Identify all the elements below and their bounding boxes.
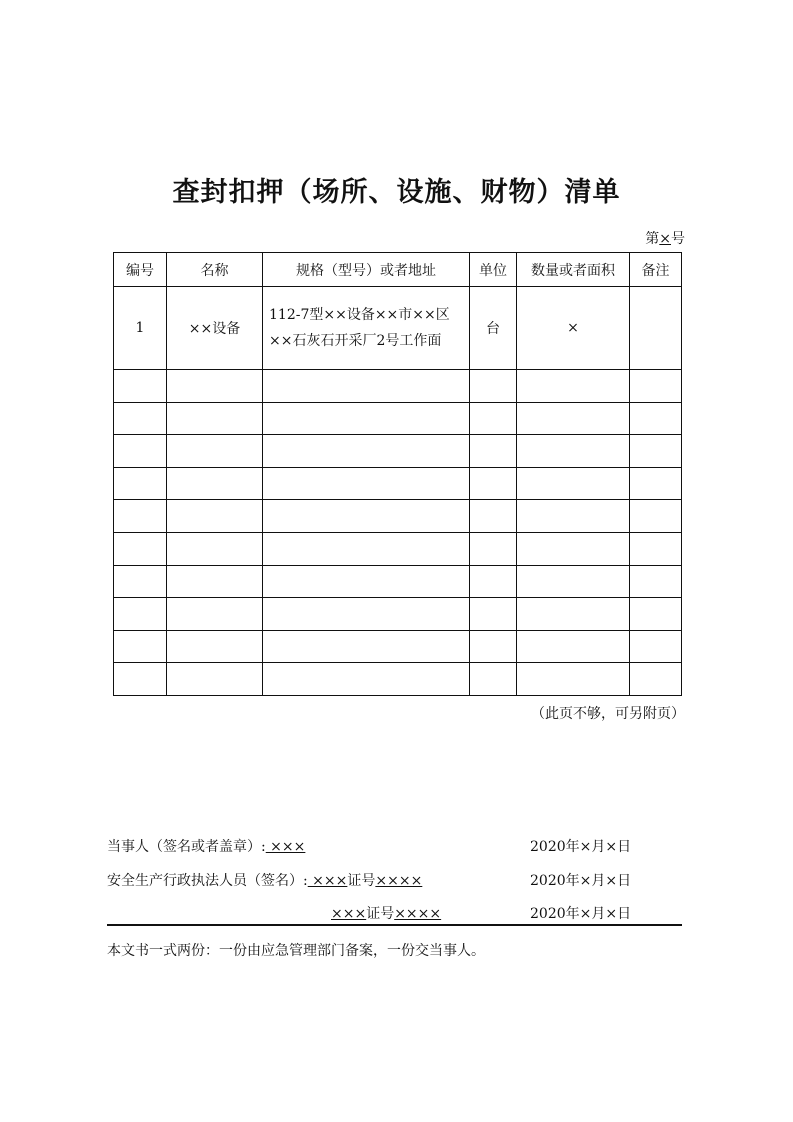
empty-cell [517, 565, 630, 598]
inventory-table [113, 252, 682, 696]
party-signature-line [107, 836, 305, 856]
party-label: 当事人（签名或者盖章）: [107, 839, 266, 855]
empty-cell [517, 500, 630, 533]
empty-cell [470, 565, 517, 598]
empty-cell [470, 500, 517, 533]
empty-cell [630, 500, 682, 533]
empty-cell [470, 532, 517, 565]
cell-no: 1 [114, 287, 167, 370]
officer1-cert-no: ×××× [375, 873, 423, 889]
table-row-empty [114, 663, 682, 696]
header-remark: 备注 [630, 253, 682, 287]
empty-cell [114, 565, 167, 598]
empty-cell [114, 370, 167, 403]
empty-cell [517, 663, 630, 696]
empty-cell [263, 630, 470, 663]
empty-cell [630, 630, 682, 663]
empty-cell [114, 402, 167, 435]
empty-cell [167, 598, 263, 631]
empty-cell [630, 598, 682, 631]
empty-cell [517, 402, 630, 435]
empty-cell [263, 467, 470, 500]
footer-note: 本文书一式两份：一份由应急管理部门备案，一份交当事人。 [107, 943, 485, 959]
empty-cell [470, 467, 517, 500]
empty-cell [517, 467, 630, 500]
empty-cell [263, 532, 470, 565]
empty-cell [114, 435, 167, 468]
party-date: 2020年×月×日 [530, 839, 632, 855]
officer2-cert-no: ×××× [394, 906, 442, 922]
empty-cell [517, 630, 630, 663]
empty-cell [470, 630, 517, 663]
empty-cell [263, 370, 470, 403]
empty-cell [263, 402, 470, 435]
empty-cell [630, 370, 682, 403]
party-signature: ××× [265, 839, 306, 855]
empty-cell [470, 370, 517, 403]
empty-cell [630, 467, 682, 500]
empty-cell [517, 598, 630, 631]
table-row-empty [114, 435, 682, 468]
empty-cell [263, 500, 470, 533]
empty-cell [263, 565, 470, 598]
empty-cell [517, 532, 630, 565]
header-spec: 规格（型号）或者地址 [263, 253, 470, 287]
empty-cell [167, 630, 263, 663]
header-no: 编号 [114, 253, 167, 287]
continuation-note: （此页不够，可另附页） [531, 706, 685, 722]
empty-cell [630, 532, 682, 565]
officer2-date: 2020年×月×日 [530, 906, 632, 922]
table-row-empty [114, 402, 682, 435]
officer2-cert-label: 证号 [366, 906, 395, 922]
table-row-empty [114, 532, 682, 565]
table-row [114, 287, 682, 370]
doc-no-value: × [659, 231, 671, 247]
empty-cell [470, 402, 517, 435]
empty-cell [470, 435, 517, 468]
empty-cell [114, 467, 167, 500]
empty-cell [630, 663, 682, 696]
empty-cell [167, 565, 263, 598]
officer-signature-line-2 [331, 903, 441, 923]
table-row-empty [114, 565, 682, 598]
officer1-cert-label: 证号 [347, 873, 376, 889]
officer1-name: ××× [307, 873, 348, 889]
empty-cell [630, 402, 682, 435]
empty-cell [263, 663, 470, 696]
officer2-name: ××× [331, 906, 367, 922]
empty-cell [167, 467, 263, 500]
empty-cell [167, 402, 263, 435]
cell-name: ××设备 [167, 287, 263, 370]
empty-cell [470, 663, 517, 696]
table-row-empty [114, 370, 682, 403]
table-row-empty [114, 630, 682, 663]
table-row-empty [114, 598, 682, 631]
table-row-empty [114, 500, 682, 533]
empty-cell [263, 598, 470, 631]
table-row-empty [114, 467, 682, 500]
empty-cell [470, 598, 517, 631]
header-name: 名称 [167, 253, 263, 287]
empty-cell [114, 532, 167, 565]
empty-cell [114, 598, 167, 631]
empty-cell [263, 435, 470, 468]
doc-no-suffix: 号 [671, 231, 685, 247]
empty-cell [167, 435, 263, 468]
officer1-date: 2020年×月×日 [530, 873, 632, 889]
header-qty: 数量或者面积 [517, 253, 630, 287]
empty-cell [114, 500, 167, 533]
document-number [645, 228, 685, 248]
empty-cell [114, 663, 167, 696]
empty-cell [517, 370, 630, 403]
document-title: 查封扣押（场所、设施、财物）清单 [172, 177, 621, 208]
table-header-row [114, 253, 682, 287]
empty-cell [167, 370, 263, 403]
empty-cell [630, 435, 682, 468]
empty-cell [630, 565, 682, 598]
officer-signature-line-1 [107, 870, 422, 890]
officer-label: 安全生产行政执法人员（签名）: [107, 873, 308, 889]
cell-spec: 112-7型××设备××市××区××石灰石开采厂2号工作面 [263, 287, 470, 370]
footer-divider [107, 924, 682, 926]
cell-remark [630, 287, 682, 370]
empty-cell [167, 663, 263, 696]
header-unit: 单位 [470, 253, 517, 287]
empty-cell [167, 532, 263, 565]
empty-cell [167, 500, 263, 533]
empty-cell [517, 435, 630, 468]
cell-qty: × [517, 287, 630, 370]
cell-unit: 台 [470, 287, 517, 370]
empty-cell [114, 630, 167, 663]
doc-no-prefix: 第 [645, 231, 660, 247]
